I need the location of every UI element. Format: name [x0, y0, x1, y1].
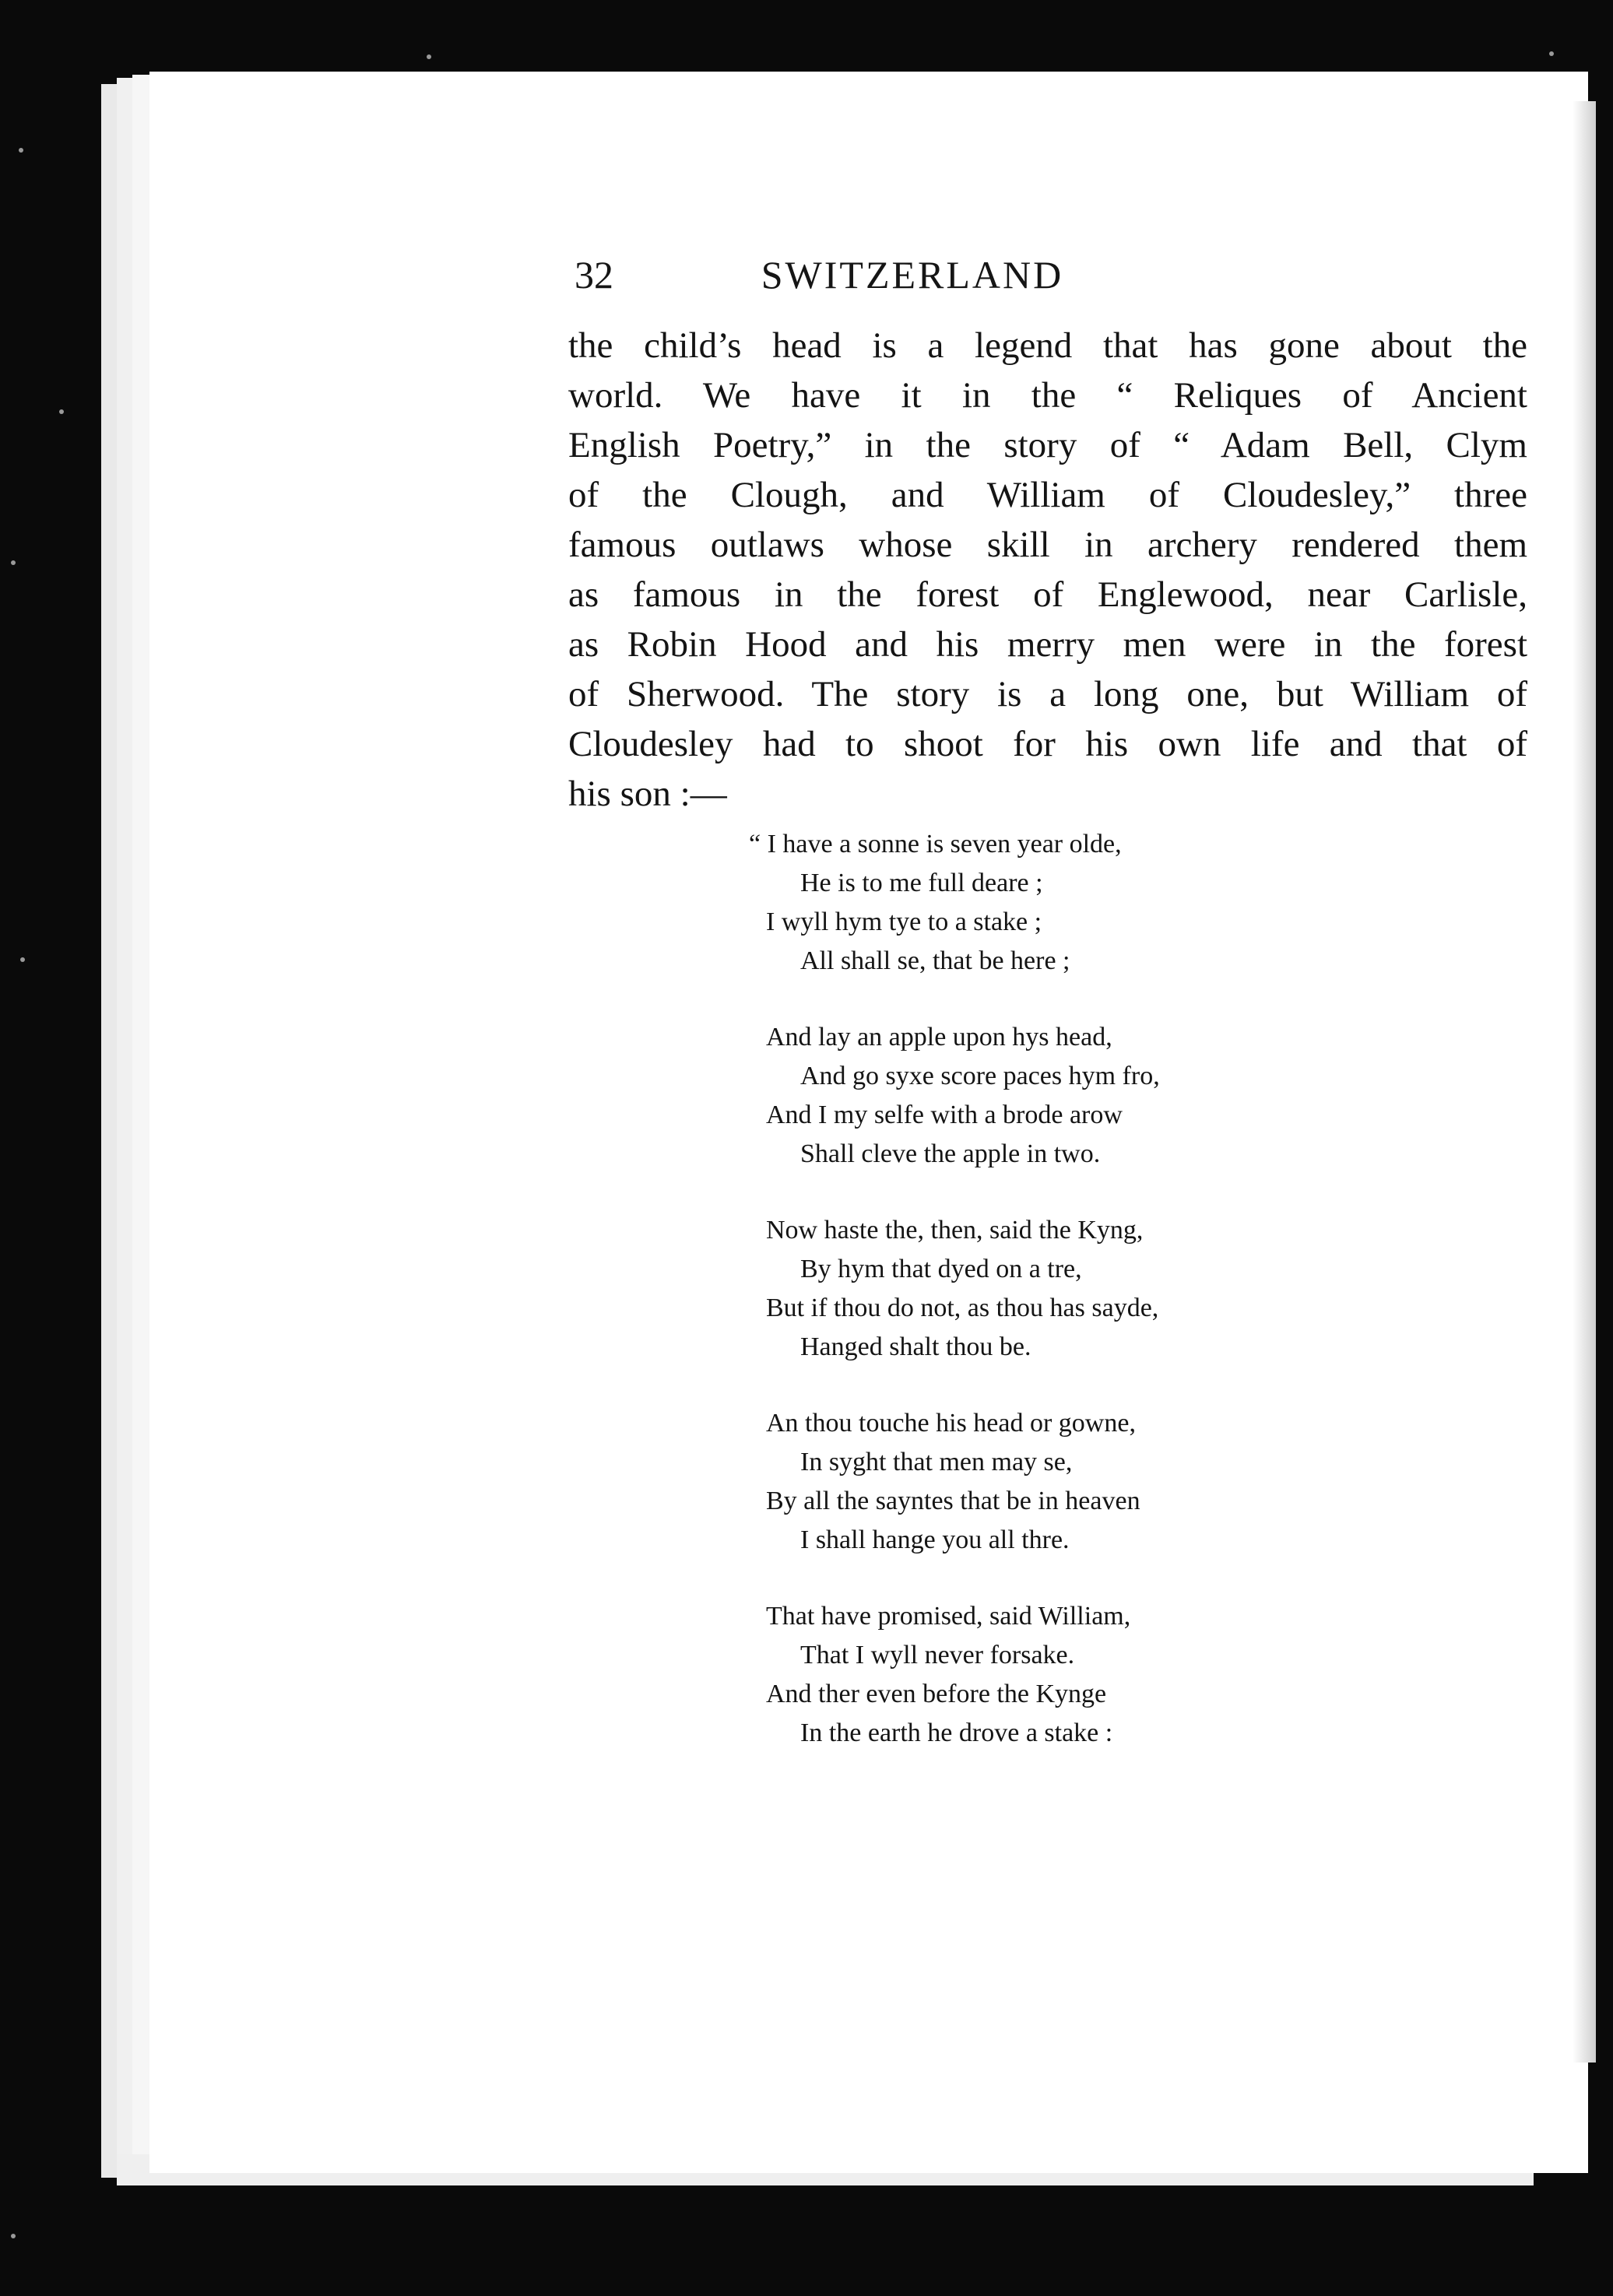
stanza — [766, 1018, 1327, 1174]
body-text — [568, 321, 1527, 819]
text-line: as famous in the forest of Englewood, near Carlisle, — [568, 574, 1527, 615]
text-line: Cloudesley had to shoot for his own life and that of — [568, 724, 1527, 764]
text-line: of the Clough, and William of Cloudesley,” three — [568, 475, 1527, 515]
verse-line: In the earth he drove a stake : — [800, 1718, 1113, 1747]
verse-line: By hym that dyed on a tre, — [800, 1255, 1082, 1283]
stanza — [749, 825, 1327, 981]
verse-line: I shall hange you all thre. — [800, 1525, 1070, 1554]
text-line: his son :— — [568, 774, 727, 814]
text-line: the child’s head is a legend that has gone about the — [568, 325, 1527, 366]
text-line: as Robin Hood and his merry men were in the forest — [568, 624, 1527, 665]
page-gutter-shadow — [1573, 101, 1596, 2063]
verse-line: But if thou do not, as thou has sayde, — [766, 1294, 1159, 1322]
verse-line: And lay an apple upon hys head, — [766, 1023, 1112, 1051]
verse-line: That have promised, said William, — [766, 1602, 1131, 1631]
stanza — [766, 1211, 1327, 1367]
verse-line: That I wyll never forsake. — [800, 1641, 1075, 1669]
verse-line: “ I have a sonne is seven year olde, — [749, 830, 1122, 858]
text-line: English Poetry,” in the story of “ Adam Bell, Clym — [568, 425, 1527, 465]
verse-line: I wyll hym tye to a stake ; — [766, 908, 1042, 936]
running-title: SWITZERLAND — [761, 253, 1064, 297]
verse-line: Hanged shalt thou be. — [800, 1332, 1031, 1361]
verse-line: In syght that men may se, — [800, 1448, 1073, 1476]
ballad-quotation — [749, 825, 1327, 1790]
verse-line: An thou touche his head or gowne, — [766, 1409, 1136, 1438]
verse-line: By all the sayntes that be in heaven — [766, 1487, 1140, 1515]
verse-line: Now haste the, then, said the Kyng, — [766, 1216, 1144, 1245]
stanza — [766, 1597, 1327, 1753]
page-number: 32 — [575, 253, 613, 297]
verse-line: Shall cleve the apple in two. — [800, 1139, 1101, 1168]
verse-line: And go syxe score paces hym fro, — [800, 1062, 1160, 1090]
verse-line: And I my selfe with a brode arow — [766, 1101, 1123, 1129]
text-line: of Sherwood. The story is a long one, but William of — [568, 674, 1527, 714]
stanza — [766, 1404, 1327, 1560]
text-line: famous outlaws whose skill in archery rendered them — [568, 525, 1527, 565]
text-line: world. We have it in the “ Reliques of Ancient — [568, 375, 1527, 416]
verse-line: All shall se, that be here ; — [800, 946, 1070, 975]
verse-line: He is to me full deare ; — [800, 869, 1043, 897]
verse-line: And ther even before the Kynge — [766, 1680, 1107, 1708]
page-header — [575, 248, 1227, 302]
